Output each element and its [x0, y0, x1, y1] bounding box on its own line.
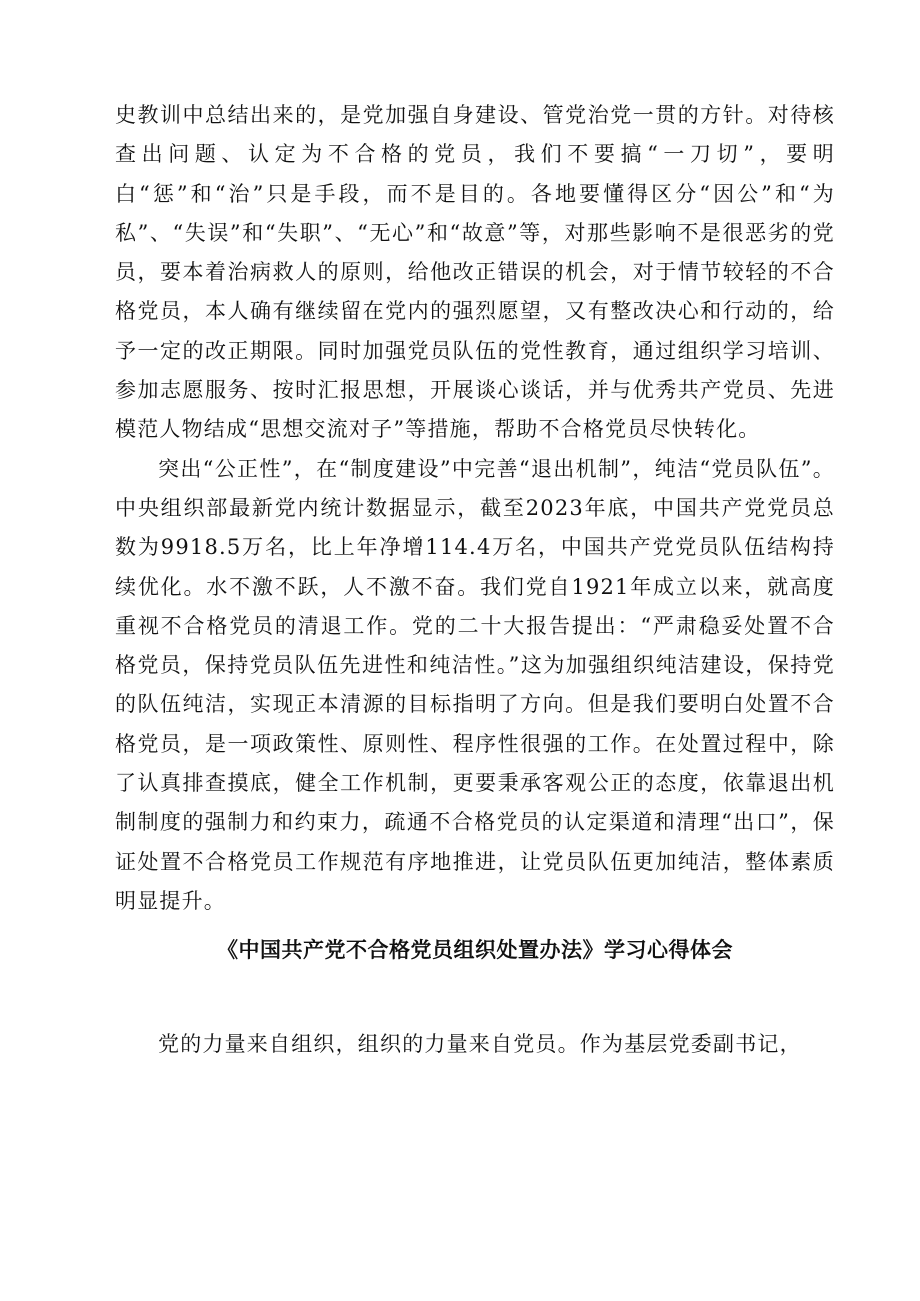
section-heading: 《中国共产党不合格党员组织处置办法》学习心得体会: [217, 938, 733, 963]
body-paragraph-continued: 史教训中总结出来的，是党加强自身建设、管党治党一贯的方针。对待核查出问题、认定为不合格的党员，我们不要搞“一刀切”，要明白“惩”和“治”只是手段，而不是目的。各地要懂得区分“因公”和“为私”、“失误”和“失职”、“无心”和“故意”等，对那些影响不是很恶劣的党员，要本着治病救人的原则，给他改正错误的机会，对于情节较轻的不合格党员，本人确有继续留在党内的强烈愿望，又有整改决心和行动的，给予一定的改正期限。同时加强党员队伍的党性教育，通过组织学习培训、参加志愿服务、按时汇报思想，开展谈心谈话，并与优秀共产党员、先进模范人物结成“思想交流对子”等措施，帮助不合格党员尽快转化。: [115, 103, 835, 442]
body-paragraph-intro: 党的力量来自组织，组织的力量来自党员。作为基层党委副书记，: [158, 1032, 802, 1057]
body-paragraph-fairness: 突出“公正性”，在“制度建设”中完善“退出机制”，纯洁“党员队伍”。中央组织部最新党内统计数据显示，截至2023年底，中国共产党党员总数为9918.5万名，比上年净增114.4万名，中国共产党党员队伍结构持续优化。水不激不跃，人不激不奋。我们党自1921年成立以来，就高度重视不合格党员的清退工作。党的二十大报告提出：“严肃稳妥处置不合格党员，保持党员队伍先进性和纯洁性。”这为加强组织纯洁建设，保持党的队伍纯洁，实现正本清源的目标指明了方向。但是我们要明白处置不合格党员，是一项政策性、原则性、程序性很强的工作。在处置过程中，除了认真排查摸底，健全工作机制，更要秉承客观公正的态度，依靠退出机制制度的强制力和约束力，疏通不合格党员的认定渠道和清理“出口”，保证处置不合格党员工作规范有序地推进，让党员队伍更加纯洁，整体素质明显提升。: [115, 456, 835, 913]
document-page: [115, 96, 835, 1065]
